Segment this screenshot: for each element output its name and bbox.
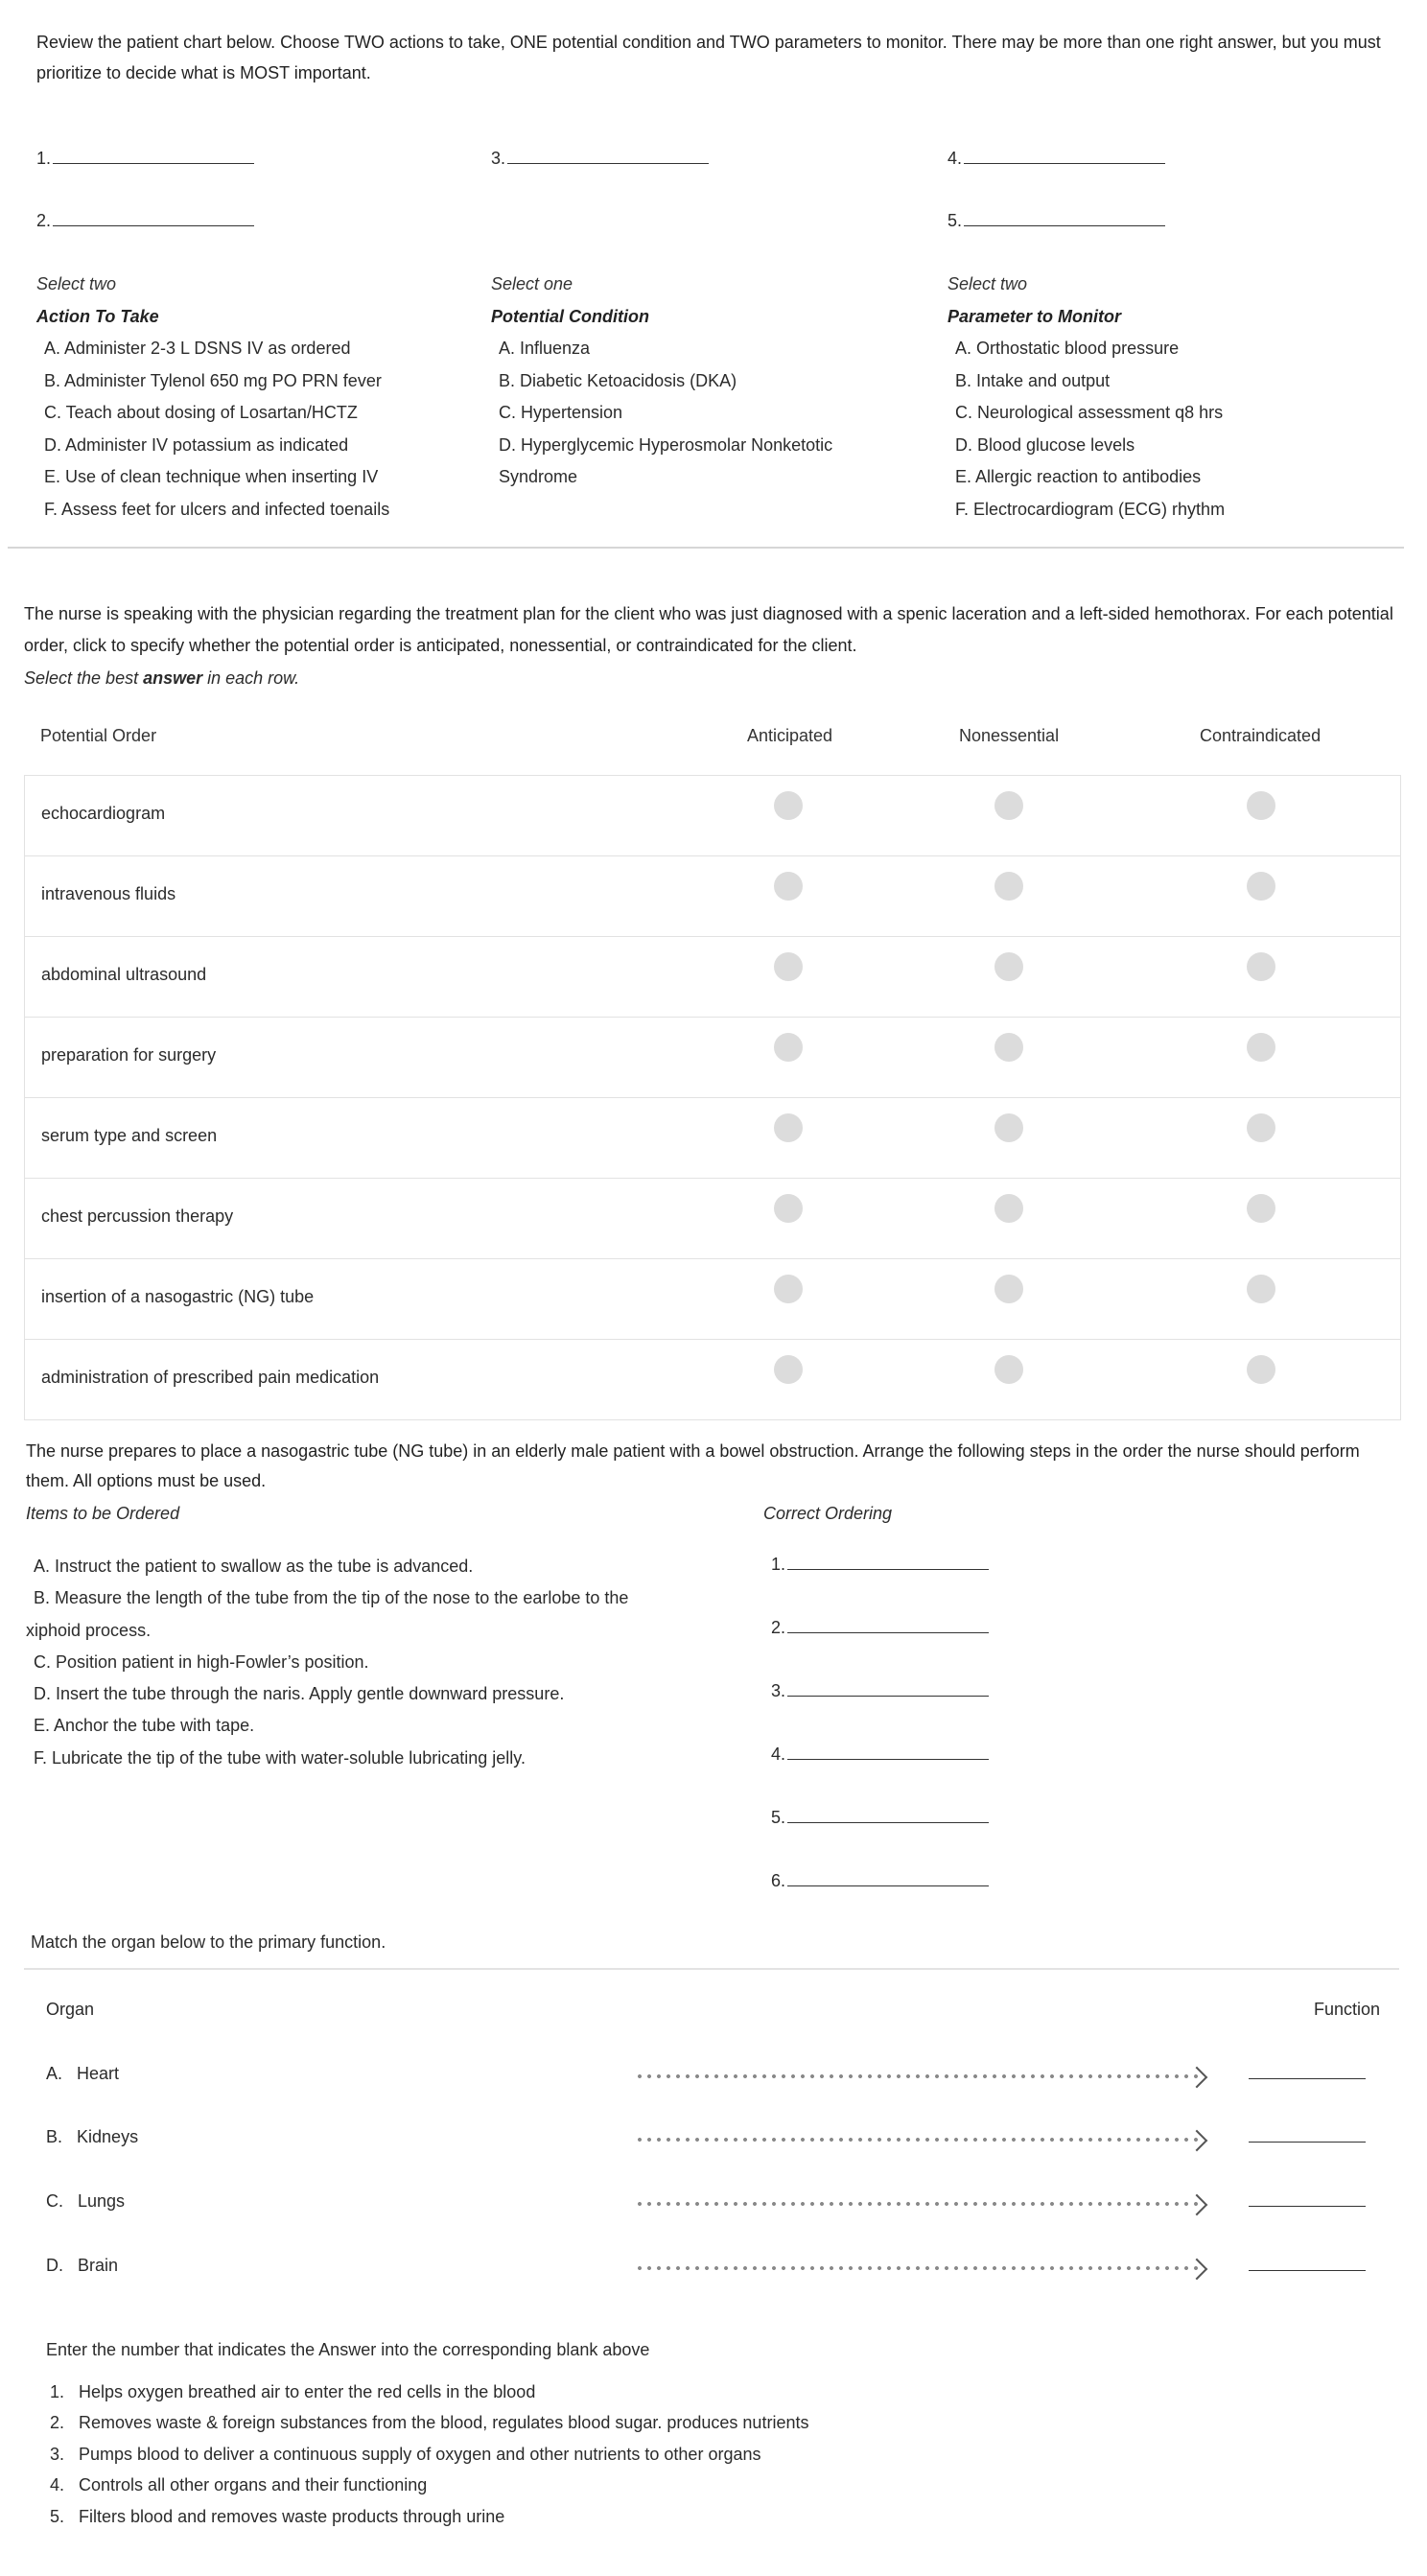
function-blank-heart[interactable] <box>1249 2078 1366 2079</box>
order-label: intravenous fluids <box>41 884 176 903</box>
order-blank-4[interactable]: 4. <box>771 1744 989 1765</box>
arrow-right-icon <box>1186 2194 1208 2216</box>
radio-anticipated[interactable] <box>774 1113 803 1142</box>
list-item: E. Anchor the tube with tape. <box>34 1716 255 1736</box>
organ-item-lungs: C. Lungs <box>46 2191 126 2211</box>
radio-nonessential[interactable] <box>994 872 1023 901</box>
function-blank-kidneys[interactable] <box>1249 2142 1366 2143</box>
header-anticipated: Anticipated <box>747 726 833 745</box>
option-item: E. Use of clean technique when inserting IV <box>44 467 379 486</box>
order-blank-6[interactable]: 6. <box>771 1870 989 1891</box>
matrix-question-text: The nurse is speaking with the physician regarding the treatment plan for the client who was just diagnosed with a spenic laceration and a left-sided hemothorax. For each potential order, click to specify whether the potential order is anticipated, nonessential, or contraindicated for the client. <box>24 604 1393 655</box>
radio-nonessential[interactable] <box>994 1355 1023 1384</box>
section-divider <box>24 1968 1399 1970</box>
radio-contraindicated[interactable] <box>1247 952 1275 981</box>
option-item: C. Teach about dosing of Losartan/HCTZ <box>44 403 358 422</box>
condition-column <box>491 269 832 494</box>
header-potential-order: Potential Order <box>40 726 157 745</box>
option-item: F. Electrocardiogram (ECG) rhythm <box>955 499 1226 519</box>
order-blank-5[interactable]: 5. <box>771 1807 989 1828</box>
list-item: 3. Pumps blood to deliver a continuous supply of oxygen and other nutrients to other organs <box>50 2444 761 2464</box>
list-item: 5. Filters blood and removes waste products through urine <box>50 2506 505 2526</box>
function-blank-brain[interactable] <box>1249 2270 1366 2271</box>
organ-item-brain: D. Brain <box>46 2256 119 2275</box>
list-item: D. Insert the tube through the naris. Apply gentle downward pressure. <box>34 1684 565 1704</box>
list-item: 2. Removes waste & foreign substances from the blood, regulates blood sugar. produces nutrients <box>50 2413 809 2433</box>
option-item: B. Intake and output <box>955 370 1111 390</box>
column-select-label: Select one <box>491 274 573 293</box>
radio-anticipated[interactable] <box>774 791 803 820</box>
header-contraindicated: Contraindicated <box>1200 726 1322 745</box>
radio-nonessential[interactable] <box>994 1033 1023 1062</box>
answer-blank-2[interactable]: 2. <box>36 210 254 231</box>
option-item: A. Influenza <box>499 339 591 358</box>
option-item: F. Assess feet for ulcers and infected toenails <box>44 499 390 519</box>
radio-contraindicated[interactable] <box>1247 1275 1275 1303</box>
arrow-right-icon <box>1186 2067 1208 2089</box>
radio-nonessential[interactable] <box>994 1275 1023 1303</box>
option-item: D. Hyperglycemic Hyperosmolar Nonketotic <box>499 434 833 455</box>
option-item: B. Administer Tylenol 650 mg PO PRN fever <box>44 370 382 390</box>
radio-contraindicated[interactable] <box>1247 1033 1275 1062</box>
radio-contraindicated[interactable] <box>1247 1113 1275 1142</box>
radio-anticipated[interactable] <box>774 952 803 981</box>
column-header: Action To Take <box>36 306 159 326</box>
option-item: B. Diabetic Ketoacidosis (DKA) <box>499 370 737 390</box>
order-label: preparation for surgery <box>41 1045 217 1065</box>
arrow-right-icon <box>1186 2130 1208 2152</box>
column-header: Parameter to Monitor <box>947 306 1122 326</box>
ordering-question-text: The nurse prepares to place a nasogastric tube (NG tube) in an elderly male patient with a bowel obstruction. Arrange the following steps in the order the nurse should perform them. All options must be used. <box>26 1441 1360 1490</box>
table-row <box>25 856 1400 937</box>
matching-question-title: Match the organ below to the primary function. <box>31 1932 386 1952</box>
radio-anticipated[interactable] <box>774 1275 803 1303</box>
order-label: administration of prescribed pain medication <box>41 1368 380 1387</box>
order-label: serum type and screen <box>41 1126 218 1145</box>
header-nonessential: Nonessential <box>959 726 1060 745</box>
matching-instruction: Enter the number that indicates the Answer into the corresponding blank above <box>46 2340 650 2359</box>
radio-contraindicated[interactable] <box>1247 1355 1275 1384</box>
ordering-header: Correct Ordering <box>763 1504 893 1523</box>
function-header: Function <box>1314 2000 1381 2019</box>
table-row <box>25 1179 1400 1259</box>
radio-nonessential[interactable] <box>994 952 1023 981</box>
answer-blank-5[interactable]: 5. <box>947 210 1165 231</box>
order-label: abdominal ultrasound <box>41 965 207 984</box>
radio-nonessential[interactable] <box>994 1194 1023 1223</box>
table-row <box>25 1340 1400 1419</box>
organ-header: Organ <box>46 2000 95 2019</box>
table-row <box>25 937 1400 1018</box>
list-item: A. Instruct the patient to swallow as the tube is advanced. <box>34 1557 474 1576</box>
items-header: Items to be Ordered <box>26 1504 180 1523</box>
column-select-label: Select two <box>947 274 1028 293</box>
section-divider <box>8 547 1404 549</box>
order-blank-2[interactable]: 2. <box>771 1617 989 1638</box>
list-item: 1. Helps oxygen breathed air to enter the red cells in the blood <box>50 2382 536 2401</box>
radio-anticipated[interactable] <box>774 872 803 901</box>
order-blank-3[interactable]: 3. <box>771 1680 989 1701</box>
table-row <box>25 1259 1400 1340</box>
organ-item-heart: A. Heart <box>46 2064 120 2083</box>
dotted-connector <box>635 2202 1201 2206</box>
radio-contraindicated[interactable] <box>1247 872 1275 901</box>
answer-blank-1[interactable]: 1. <box>36 148 254 169</box>
table-row <box>25 1018 1400 1098</box>
radio-nonessential[interactable] <box>994 1113 1023 1142</box>
arrow-right-icon <box>1186 2259 1208 2281</box>
order-label: echocardiogram <box>41 804 166 823</box>
radio-anticipated[interactable] <box>774 1033 803 1062</box>
radio-contraindicated[interactable] <box>1247 791 1275 820</box>
order-blank-1[interactable]: 1. <box>771 1554 989 1575</box>
section1-intro: Review the patient chart below. Choose TWO actions to take, ONE potential condition and TWO parameters to monitor. There may be more than one right answer, but you must prioritize to decide what is MOST important. <box>36 33 1381 82</box>
option-item: C. Neurological assessment q8 hrs <box>955 403 1224 422</box>
answer-blank-4[interactable]: 4. <box>947 148 1165 169</box>
column-header: Potential Condition <box>491 306 649 326</box>
steps-list <box>26 1551 705 1774</box>
function-answer-list <box>50 2377 808 2532</box>
function-blank-lungs[interactable] <box>1249 2206 1366 2207</box>
column-select-label: Select two <box>36 274 117 293</box>
action-column <box>36 269 389 526</box>
radio-anticipated[interactable] <box>774 1194 803 1223</box>
answer-blank-3[interactable]: 3. <box>491 148 709 169</box>
dotted-connector <box>635 2266 1201 2270</box>
list-item: B. Measure the length of the tube from the tip of the nose to the earlobe to the <box>34 1588 629 1608</box>
option-item: Syndrome <box>499 467 578 486</box>
dotted-connector <box>635 2138 1201 2142</box>
list-item: C. Position patient in high-Fowler’s position. <box>34 1651 369 1672</box>
matrix-instruction: Select the best answer in each row. <box>24 668 300 688</box>
option-item: A. Orthostatic blood pressure <box>955 339 1180 358</box>
radio-contraindicated[interactable] <box>1247 1194 1275 1223</box>
dotted-connector <box>635 2074 1201 2078</box>
order-matrix-table <box>24 775 1401 1420</box>
order-label: chest percussion therapy <box>41 1206 234 1226</box>
radio-anticipated[interactable] <box>774 1355 803 1384</box>
parameter-column <box>947 269 1225 526</box>
option-item: D. Administer IV potassium as indicated <box>44 434 349 455</box>
option-item: D. Blood glucose levels <box>955 434 1135 455</box>
table-row <box>25 1098 1400 1179</box>
organ-item-kidneys: B. Kidneys <box>46 2127 139 2146</box>
option-item: C. Hypertension <box>499 403 623 422</box>
list-item: F. Lubricate the tip of the tube with water-soluble lubricating jelly. <box>34 1747 526 1768</box>
radio-nonessential[interactable] <box>994 791 1023 820</box>
list-item: 4. Controls all other organs and their functioning <box>50 2475 428 2495</box>
list-item: xiphoid process. <box>26 1620 152 1640</box>
table-row <box>25 776 1400 856</box>
order-label: insertion of a nasogastric (NG) tube <box>41 1287 315 1306</box>
option-item: A. Administer 2-3 L DSNS IV as ordered <box>44 339 351 358</box>
option-item: E. Allergic reaction to antibodies <box>955 467 1202 486</box>
